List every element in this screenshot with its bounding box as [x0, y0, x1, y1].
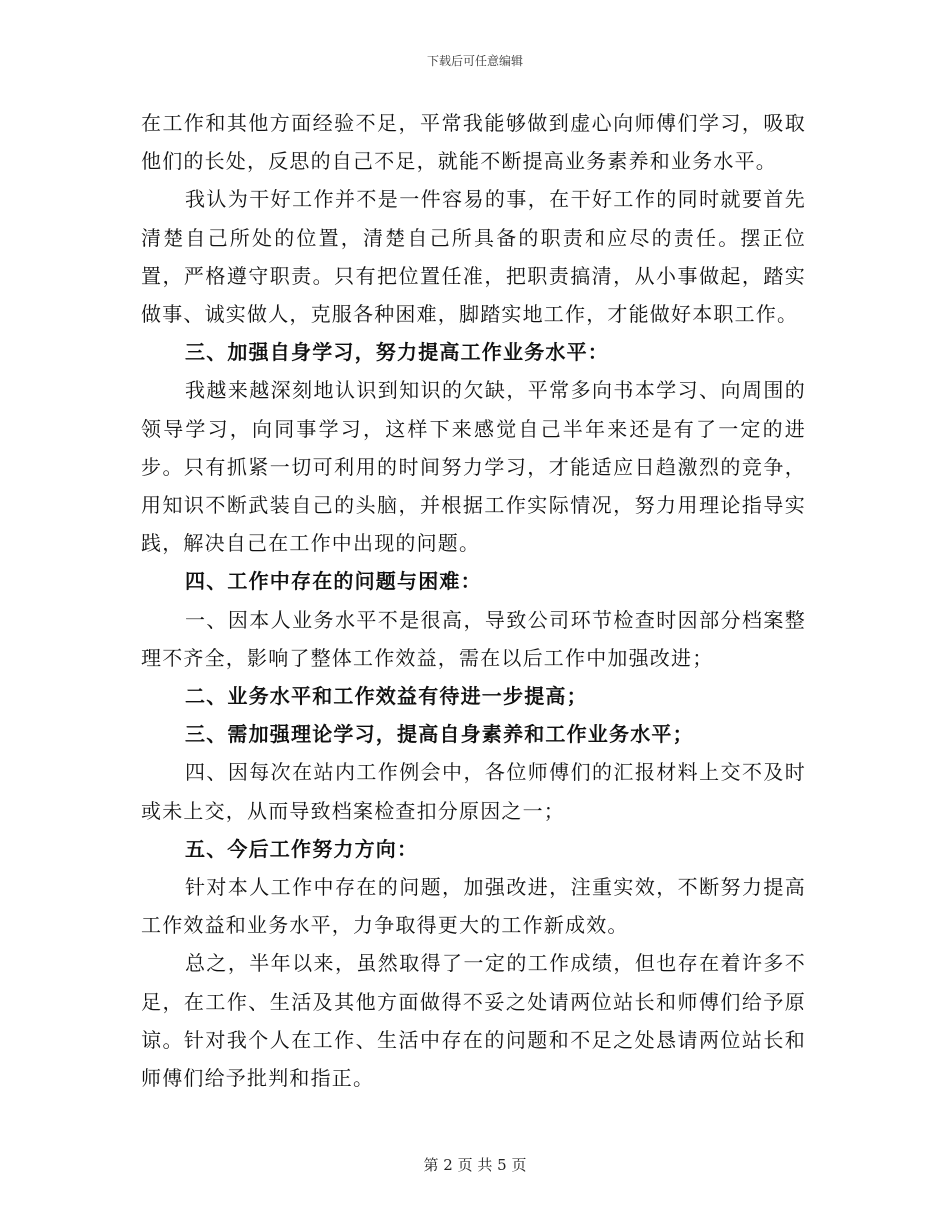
page-header: 下载后可任意编辑	[426, 54, 523, 68]
paragraph-1: 在工作和其他方面经验不足，平常我能够做到虚心向师傅们学习，吸取他们的长处，反思的自己不足，就能不断提高业务素养和业务水平。	[141, 111, 806, 174]
paragraph-improvement: 针对本人工作中存在的问题，加强改进，注重实效，不断努力提高工作效益和业务水平，力争取得更大的工作新成效。	[141, 875, 806, 938]
issue-item-4: 四、因每次在站内工作例会中，各位师傅们的汇报材料上交不及时或未上交，从而导致档案检查扣分原因之一；	[141, 760, 806, 823]
paragraph-2: 我认为干好工作并不是一件容易的事，在干好工作的同时就要首先清楚自己所处的位置，清楚自己所具备的职责和应尽的责任。摆正位置，严格遵守职责。只有把位置任准，把职责搞清，从小事做起，踏实做事、诚实做人，克服各种困难，脚踏实地工作，才能做好本职工作。	[141, 187, 806, 327]
issue-item-3: 三、需加强理论学习，提高自身素养和工作业务水平；	[185, 722, 694, 747]
section-heading-3: 三、加强自身学习，努力提高工作业务水平：	[185, 340, 609, 365]
document-body	[141, 104, 806, 1097]
issue-item-2: 二、业务水平和工作效益有待进一步提高；	[185, 684, 588, 709]
section-heading-5: 五、今后工作努力方向：	[185, 836, 419, 861]
paragraph-4: 我越来越深刻地认识到知识的欠缺，平常多向书本学习、向周围的领导学习，向同事学习，这样下来感觉自己半年来还是有了一定的进步。只有抓紧一切可利用的时间努力学习，才能适应日趋激烈的竞争，用知识不断武装自己的头脑，并根据工作实际情况，努力用理论指导实践，解决自己在工作中出现的问题。	[141, 378, 806, 556]
page-number: 第 2 页 共 5 页	[423, 1156, 527, 1174]
section-heading-4: 四、工作中存在的问题与困难：	[185, 569, 482, 594]
paragraph-conclusion: 总之，半年以来，虽然取得了一定的工作成绩，但也存在着许多不足，在工作、生活及其他方面做得不妥之处请两位站长和师傅们给予原谅。针对我个人在工作、生活中存在的问题和不足之处恳请两位站长和师傅们给予批判和指正。	[141, 951, 806, 1091]
issue-item-1: 一、因本人业务水平不是很高，导致公司环节检查时因部分档案整理不齐全，影响了整体工作效益，需在以后工作中加强改进；	[141, 607, 806, 670]
